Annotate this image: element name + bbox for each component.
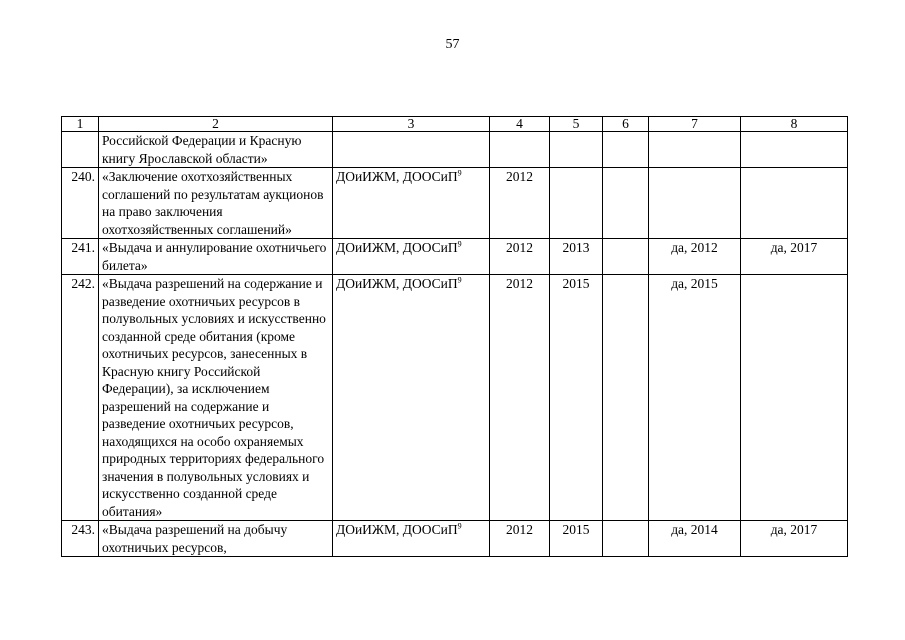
header-col-5: 5 xyxy=(550,117,603,132)
col-8-value xyxy=(741,168,848,239)
header-row xyxy=(62,117,848,132)
responsible-org xyxy=(333,275,490,521)
col-7-value: да, 2012 xyxy=(649,239,741,275)
header-col-8: 8 xyxy=(741,117,848,132)
table-row xyxy=(62,132,848,168)
responsible-org xyxy=(333,168,490,239)
org-footnote: 9 xyxy=(457,168,462,178)
col-6-value xyxy=(603,132,649,168)
registry-table xyxy=(61,116,848,557)
row-number: 241. xyxy=(62,239,99,275)
col-7-value: да, 2015 xyxy=(649,275,741,521)
table-row xyxy=(62,275,848,521)
org-text: ДОиИЖМ, ДООСиП xyxy=(336,169,458,184)
org-text: ДОиИЖМ, ДООСиП xyxy=(336,240,458,255)
header-col-7: 7 xyxy=(649,117,741,132)
col-8-value xyxy=(741,275,848,521)
responsible-org xyxy=(333,521,490,557)
col-6-value xyxy=(603,275,649,521)
col-7-value: да, 2014 xyxy=(649,521,741,557)
col-8-value: да, 2017 xyxy=(741,521,848,557)
col-8-value: да, 2017 xyxy=(741,239,848,275)
responsible-org xyxy=(333,132,490,168)
header-col-1: 1 xyxy=(62,117,99,132)
row-number: 240. xyxy=(62,168,99,239)
col-4-value: 2012 xyxy=(490,168,550,239)
service-name: «Выдача и аннулирование охотничьего билета» xyxy=(99,239,333,275)
col-5-value: 2015 xyxy=(550,521,603,557)
col-4-value xyxy=(490,132,550,168)
header-col-2: 2 xyxy=(99,117,333,132)
org-text: ДОиИЖМ, ДООСиП xyxy=(336,276,458,291)
col-5-value xyxy=(550,132,603,168)
col-5-value: 2013 xyxy=(550,239,603,275)
col-5-value: 2015 xyxy=(550,275,603,521)
service-name: «Выдача разрешений на добычу охотничьих ресурсов, xyxy=(99,521,333,557)
table-row xyxy=(62,168,848,239)
service-name: Российской Федерации и Красную книгу Ярославской области» xyxy=(99,132,333,168)
col-4-value: 2012 xyxy=(490,521,550,557)
org-text: ДОиИЖМ, ДООСиП xyxy=(336,522,458,537)
col-6-value xyxy=(603,521,649,557)
row-number: 243. xyxy=(62,521,99,557)
responsible-org xyxy=(333,239,490,275)
org-footnote: 9 xyxy=(457,521,462,531)
service-name: «Выдача разрешений на содержание и разведение охотничьих ресурсов в полувольных условиях и искусственно созданной среде обитания (кроме охотничьих ресурсов, занесенных в Красную книгу Российской Федерации), за исключением разрешений на содержание и разведение охотничьих ресурсов, находящихся на особо охраняемых природных территориях федерального значения в полувольных условиях и искусственно созданной среде обитания» xyxy=(99,275,333,521)
col-7-value xyxy=(649,132,741,168)
col-6-value xyxy=(603,168,649,239)
row-number xyxy=(62,132,99,168)
page-number: 57 xyxy=(445,37,460,52)
col-7-value xyxy=(649,168,741,239)
header-col-6: 6 xyxy=(603,117,649,132)
col-5-value xyxy=(550,168,603,239)
col-8-value xyxy=(741,132,848,168)
org-footnote: 9 xyxy=(457,275,462,285)
header-col-4: 4 xyxy=(490,117,550,132)
col-4-value: 2012 xyxy=(490,275,550,521)
header-col-3: 3 xyxy=(333,117,490,132)
row-number: 242. xyxy=(62,275,99,521)
col-4-value: 2012 xyxy=(490,239,550,275)
org-footnote: 9 xyxy=(457,239,462,249)
table-row xyxy=(62,239,848,275)
col-6-value xyxy=(603,239,649,275)
service-name: «Заключение охотхозяйственных соглашений по результатам аукционов на право заключения охотхозяйственных соглашений» xyxy=(99,168,333,239)
table-row xyxy=(62,521,848,557)
